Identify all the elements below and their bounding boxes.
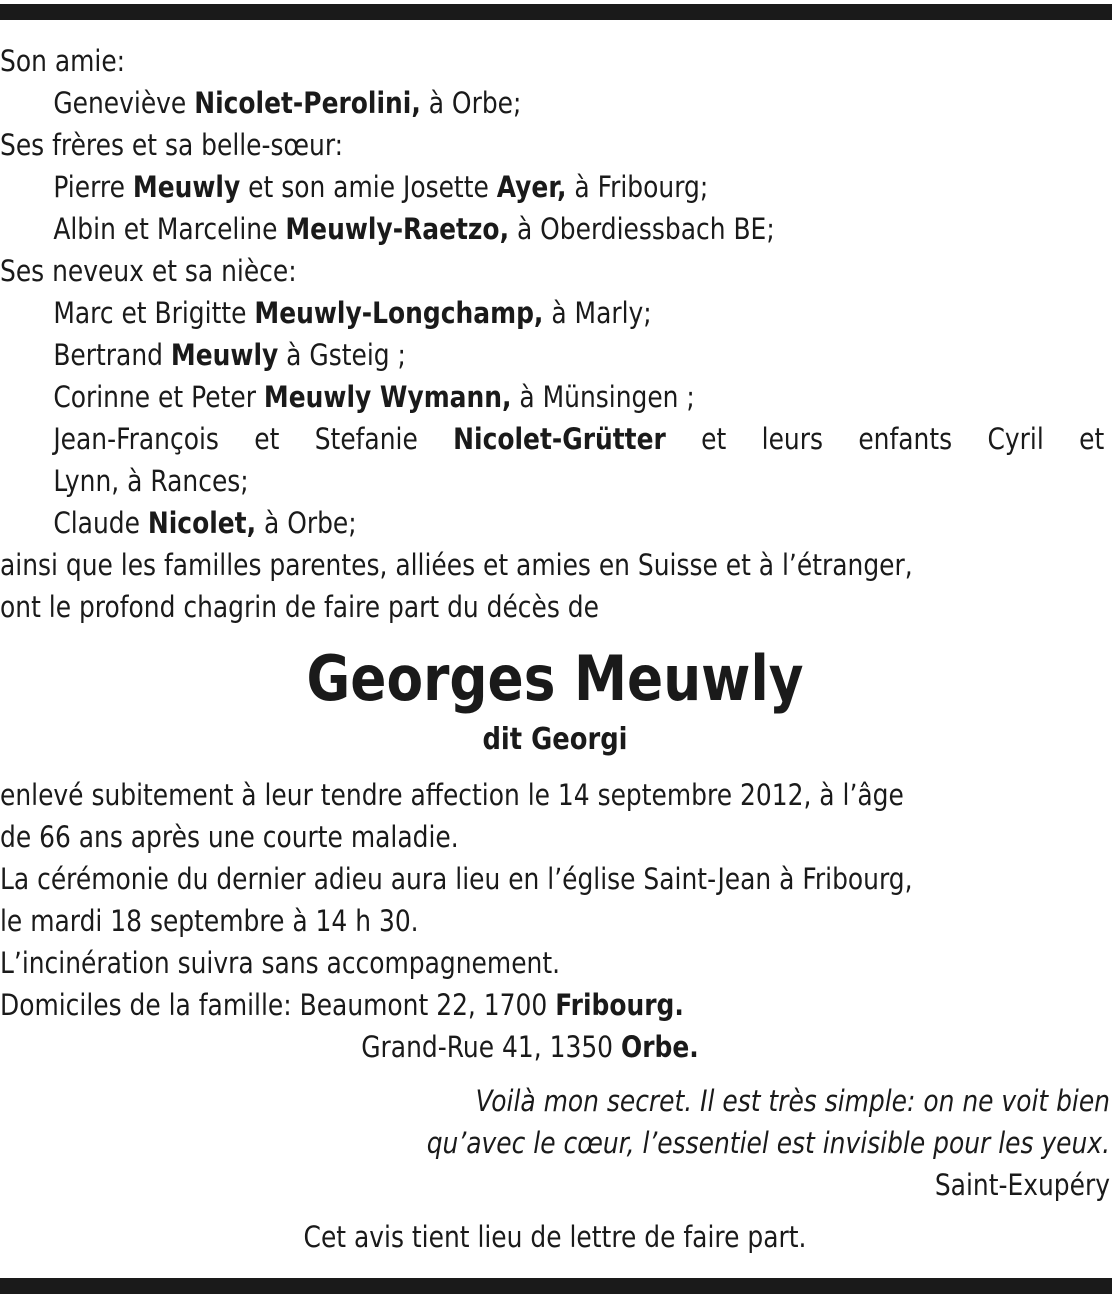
family-heading-line [0, 124, 1109, 166]
line-text: à Orbe; [420, 86, 522, 120]
family-name: Nicolet-Perolini, [194, 86, 421, 120]
quote-line-1: Voilà mon secret. Il est très simple: on ne voit bien [475, 1084, 1111, 1118]
detail-line: enlevé subitement à leur tendre affection le 14 septembre 2012, à l’âge [0, 778, 904, 812]
line-text: Geneviève [53, 86, 195, 120]
address-street-1: Beaumont 22, 1700 [299, 988, 556, 1022]
family-member-line [0, 502, 1112, 544]
detail-line: L’incinération suivra sans accompagnement. [0, 946, 561, 980]
family-member-line [0, 460, 1112, 502]
family-name: Nicolet, [147, 506, 257, 540]
addresses-block [0, 984, 1110, 1068]
line-text: ainsi que les familles parentes, alliées et amies en Suisse et à l’étranger, [0, 548, 913, 582]
line-text: à Gsteig ; [278, 338, 406, 372]
line-text: à Orbe; [256, 506, 357, 540]
address-line-2 [0, 1026, 1112, 1068]
detail-line: La cérémonie du dernier adieu aura lieu en l’église Saint-Jean à Fribourg, [0, 862, 913, 896]
deceased-alias: dit Georgi [482, 722, 628, 757]
quote-block [0, 1080, 1110, 1206]
family-name: Meuwly-Longchamp, [254, 296, 544, 330]
family-member-line [0, 166, 1112, 208]
family-heading-line [0, 250, 1109, 292]
address-line-1 [0, 984, 1109, 1026]
line-text: à Oberdiessbach BE; [509, 212, 775, 246]
line-text: Jean-François et Stefanie [53, 422, 454, 456]
line-text: Son amie: [0, 44, 126, 78]
obituary-notice [0, 40, 1110, 1258]
quote-line-2: qu’avec le cœur, l’essentiel est invisible pour les yeux. [426, 1126, 1110, 1160]
detail-line: de 66 ans après une courte maladie. [0, 820, 459, 854]
line-text: Marc et Brigitte [53, 296, 255, 330]
line-text: et son amie Josette [240, 170, 497, 204]
deceased-name: Georges Meuwly [306, 642, 804, 715]
family-member-line [0, 376, 1112, 418]
line-text: Ses frères et sa belle-sœur: [0, 128, 344, 162]
quote-author: Saint-Exupéry [934, 1168, 1110, 1202]
footer-note: Cet avis tient lieu de lettre de faire part. [303, 1220, 807, 1254]
family-name: Nicolet-Grütter [453, 422, 666, 456]
detail-line: le mardi 18 septembre à 14 h 30. [0, 904, 419, 938]
line-text: Corinne et Peter [53, 380, 264, 414]
line-text: à Marly; [543, 296, 652, 330]
family-heading-line [0, 40, 1109, 82]
line-text: Albin et Marceline [53, 212, 286, 246]
line-text: ont le profond chagrin de faire part du décès de [0, 590, 599, 624]
address-street-2: Grand-Rue 41, 1350 [361, 1030, 621, 1064]
family-member-line [0, 334, 1112, 376]
family-heading-line [0, 544, 1109, 586]
family-heading-line [0, 586, 1109, 628]
family-member-line [0, 292, 1112, 334]
line-text: Ses neveux et sa nièce: [0, 254, 297, 288]
top-rule [0, 4, 1112, 20]
family-member-line [0, 208, 1112, 250]
line-text: Lynn, à Rances; [53, 464, 249, 498]
family-name: Meuwly Wymann, [263, 380, 512, 414]
family-member-line [0, 418, 1104, 460]
bottom-rule [0, 1278, 1112, 1294]
line-text: Claude [53, 506, 148, 540]
addresses-label: Domiciles de la famille: [0, 988, 300, 1022]
family-name: Meuwly [132, 170, 241, 204]
address-city-1: Fribourg. [555, 988, 684, 1022]
line-text: Pierre [53, 170, 133, 204]
line-text: à Münsingen ; [511, 380, 695, 414]
family-name: Meuwly [170, 338, 279, 372]
family-list [0, 40, 1110, 628]
family-name: Meuwly-Raetzo, [285, 212, 510, 246]
line-text: à Fribourg; [566, 170, 709, 204]
family-name: Ayer, [496, 170, 567, 204]
address-city-2: Orbe. [620, 1030, 699, 1064]
details-block [0, 774, 1110, 984]
family-member-line [0, 82, 1112, 124]
line-text: et leurs enfants Cyril et [665, 422, 1105, 456]
line-text: Bertrand [53, 338, 171, 372]
